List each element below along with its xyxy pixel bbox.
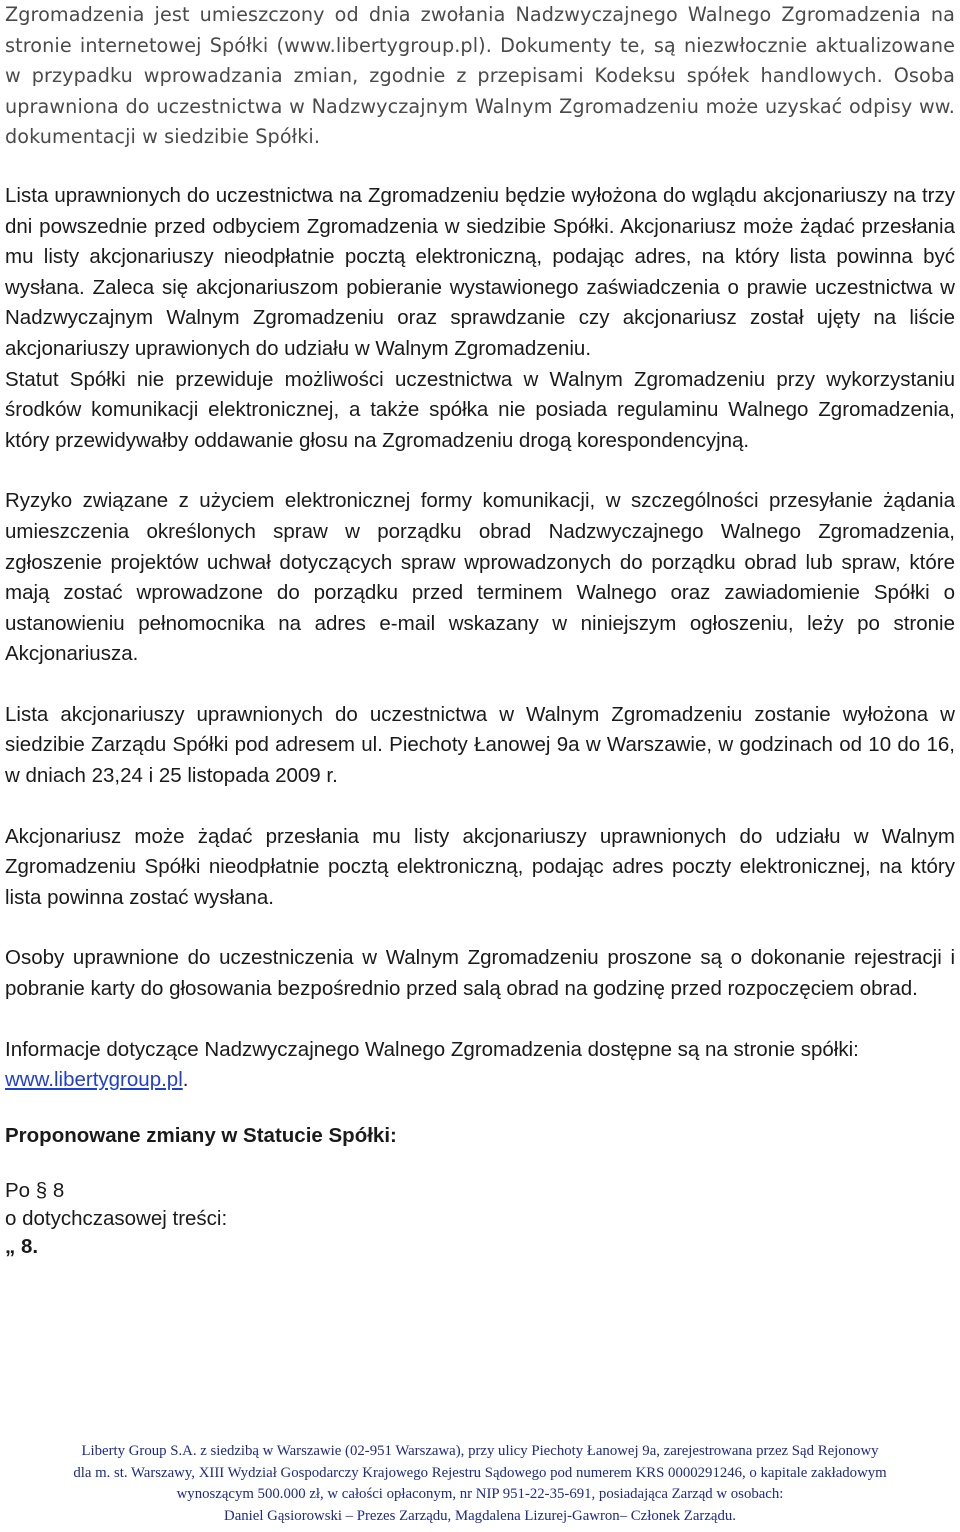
spacer [5, 1005, 955, 1035]
spacer [5, 670, 955, 700]
document-page [5, 0, 955, 1261]
footer-line-3: wynoszącym 500.000 zł, w całości opłaconym, nr NIP 951-22-35-691, posiadająca Zarząd w osobach: [176, 1486, 784, 1502]
footer-line-1: Liberty Group S.A. z siedzibą w Warszawie (02-951 Warszawa), przy ulicy Piechoty Łanowej 9a, zarejestrowana przez Sąd Rejonowy [81, 1443, 879, 1459]
spacer [5, 1096, 955, 1122]
spacer [5, 153, 955, 181]
po-paragraf-8: Po § 8 [5, 1178, 65, 1202]
paragraph-akcjonariusz: Akcjonariusz może żądać przesłania mu listy akcjonariuszy uprawnionych do udziału w Walnym Zgromadzeniu Spółki nieodpłatnie pocztą elektroniczną, podając adres poczty elektronicznej, na który lista powinna zostać wysłana. [5, 824, 955, 909]
link-period: . [182, 1068, 189, 1092]
paragraph-statut: Statut Spółki nie przewiduje możliwości uczestnictwa w Walnym Zgromadzeniu przy wykorzystaniu środków komunikacji elektronicznej, a także spółka nie posiada regulaminu Walnego Zgromadzenia, który przewidywałby oddawanie głosu na Zgromadzeniu drogą korespondencyjną. [5, 367, 955, 452]
paragraf-8-label: „ 8. [5, 1234, 39, 1258]
informacje-text: Informacje dotyczące Nadzwyczajnego Walnego Zgromadzenia dostępne są na stronie spółki: [5, 1037, 859, 1061]
spacer [5, 792, 955, 822]
paragraph-informacje [5, 1035, 955, 1096]
paragraph-lista-akcjonariuszy: Lista akcjonariuszy uprawnionych do uczestnictwa w Walnym Zgromadzeniu zostanie wyłożona w siedzibie Zarządu Spółki pod adresem ul. Piechoty Łanowej 9a w Warszawie, w godzinach od 10 do 16, w dniach 23,24 i 25 listopada 2009 r. [5, 702, 955, 788]
paragraph-intro: Zgromadzenia jest umieszczony od dnia zwołania Nadzwyczajnego Walnego Zgromadzenia na stronie internetowej Spółki (www.libertygroup.pl). Dokumenty te, są niezwłocznie aktualizowane w przypadku wprowadzania zmian, zgodnie z przepisami Kodeksu spółek handlowych. Osoba uprawniona do uczestnictwa w Nadzwyczajnym Walnym Zgromadzeniu może uzyskać odpisy ww. dokumentacji w siedzibie Spółki. [5, 3, 955, 149]
o-dotychczasowej-tresci: o dotychczasowej treści: [5, 1206, 228, 1230]
spacer [5, 456, 955, 486]
company-footer [0, 1441, 960, 1527]
heading-proponowane-zmiany: Proponowane zmiany w Statucie Spółki: [5, 1123, 397, 1147]
spacer [5, 913, 955, 943]
paragraph-lista-uprawnionych: Lista uprawnionych do uczestnictwa na Zgromadzeniu będzie wyłożona do wglądu akcjonariuszy na trzy dni powszednie przed odbyciem Zgromadzenia w siedzibie Spółki. Akcjonariusz może żądać przesłania mu listy akcjonariuszy nieodpłatnie pocztą elektroniczną, podając adres, na który lista powinna być wysłana. Zaleca się akcjonariuszom pobieranie wystawionego zaświadczenia o prawie uczestnictwa w Nadzwyczajnym Walnym Zgromadzeniu oraz sprawdzanie czy akcjonariusz został ujęty na liście akcjonariuszy uprawionych do udziału w Walnym Zgromadzeniu. [5, 183, 955, 360]
paragraph-osoby-uprawnione: Osoby uprawnione do uczestniczenia w Walnym Zgromadzeniu proszone są o dokonanie rejestracji i pobranie karty do głosowania bezpośrednio przed salą obrad na godzinę przed rozpoczęciem obrad. [5, 946, 955, 1001]
website-link[interactable]: www.libertygroup.pl [5, 1068, 183, 1092]
paragraph-ryzyko: Ryzyko związane z użyciem elektronicznej formy komunikacji, w szczególności przesyłanie żądania umieszczenia określonych spraw w porządku obrad Nadzwyczajnego Walnego Zgromadzenia, zgłoszenie projektów uchwał dotyczących spraw wprowadzonych do porządku obrad lub spraw, które mają zostać wprowadzone do porządku przed terminem Walnego oraz zawiadomienie Spółki o ustanowieniu pełnomocnika na adres e-mail wskazany w niniejszym ogłoszeniu, leży po stronie Akcjonariusza. [5, 489, 955, 666]
footer-line-2: dla m. st. Warszawy, XIII Wydział Gospodarczy Krajowego Rejestru Sądowego pod numerem KRS 0000291246, o kapitale zakładowym [73, 1464, 887, 1481]
footer-line-4: Daniel Gąsiorowski – Prezes Zarządu, Magdalena Lizurej-Gawron– Członek Zarządu. [224, 1507, 736, 1524]
spacer [5, 1150, 955, 1177]
